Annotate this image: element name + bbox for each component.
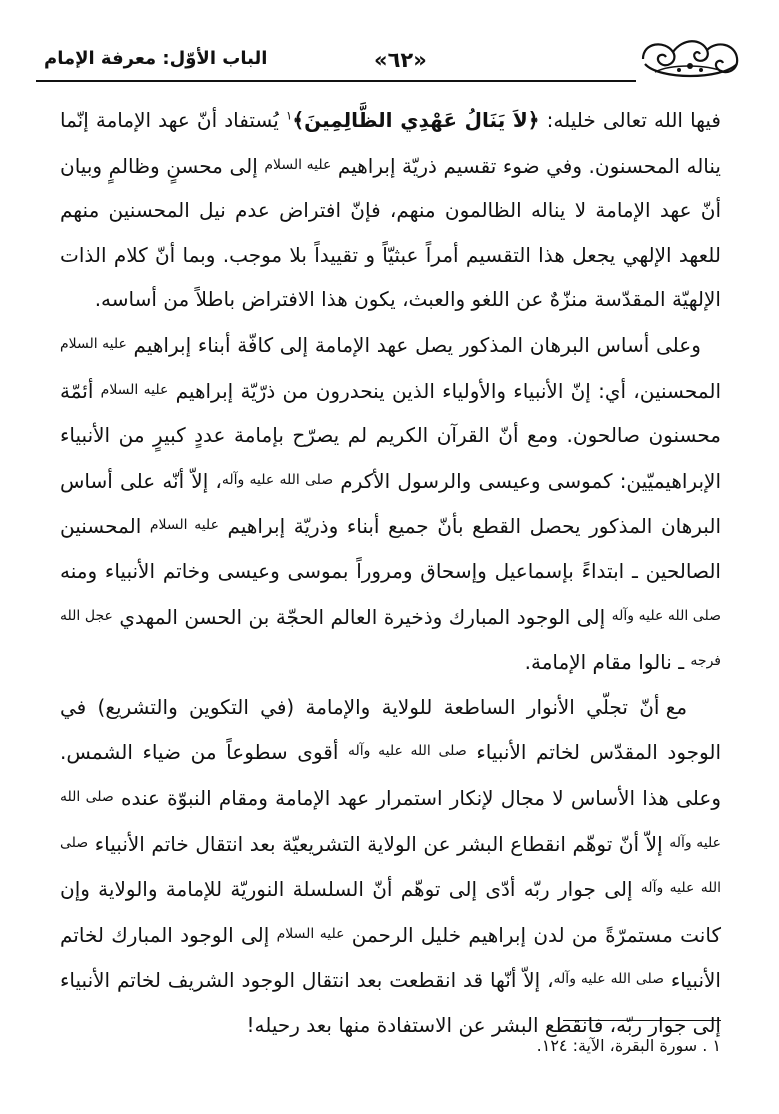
page-number: «٦٢» xyxy=(374,48,427,72)
header-rule xyxy=(36,80,636,82)
honorific-alayhi-salam: عليه السلام xyxy=(149,517,219,534)
honorific-saw: صلى الله عليه وآله xyxy=(553,971,665,988)
paragraph-3: مع أنّ تجلّي الأنوار الساطعة للولاية والإمامة (في التكوين والتشريع) في الوجود المقدّس لخاتم الأنبياء $^{صلى الله عليه وآله}$ أقوى سطوعاً من ضياء الشمس. وعلى هذا الأساس لا مجال لإنكار استمرار عهد الإمامة ومقام النبوّة عنده $^{صلى الله عليه وآله}$ إلاّ أنّ توهّم انقطاع البشر عن الولاية التشريعيّة بعد انتقال خاتم الأنبياء $^{صلى الله عليه وآله}$ إلى جوار ربّه أدّى إلى توهّم أنّ السلسلة النوريّة للإمامة والولاية وإن كانت مستمرّةً من لدن إبراهيم خليل الرحمن $^{عليه السلام}$ إلى الوجود المبارك لخاتم الأنبياء $^{صلى الله عليه وآله}$، إلاّ أنّها قد انقطعت بعد انتقال الوجود الشريف لخاتم الأنبياء إلى جوار ربّه، فانقطع البشر عن الاستفادة منها بعد رحيله! xyxy=(60,694,722,1037)
chapter-title: الباب الأوّل: معرفة الإمام xyxy=(44,48,268,69)
honorific-saw: صلى الله عليه وآله xyxy=(60,834,721,897)
quran-verse: ﴿لاَ يَنَالُ عَهْدِي الظَّالِمِينَ﴾ xyxy=(292,108,540,132)
honorific-saw: صلى الله عليه وآله xyxy=(60,788,722,851)
honorific-ajf: عجل الله فرجه xyxy=(60,607,721,670)
paragraph-1: فيها الله تعالى خليله: ﴿لاَ يَنَالُ عَهْدِي الظَّالِمِينَ﴾$^١$ يُستفاد أنّ عهد الإمامة إنّما يناله المحسنون. وفي ضوء تقسيم ذريّة إبراهيم $^{عليه السلام}$ إلى محسنٍ وظالمٍ وبيان أنّ عهد الإمامة لا يناله الظالمون منهم، فإنّ افتراض عدم نيل المحسنين منهم للعهد الإلهي يجعل هذا التقسيم أمراً عبثيّاً و تقييداً بلا موجب. وبما أنّ كلام الذات الإلهيّة المقدّسة منزّهٌ عن اللغو والعبث، يكون هذا الافتراض باطلاً من أساسه. xyxy=(60,108,721,312)
honorific-alayhi-salam: عليه السلام xyxy=(264,156,332,173)
paragraph-2: وعلى أساس البرهان المذكور يصل عهد الإمامة إلى كافّة أبناء إبراهيم $^{عليه السلام}$ المحسنين، أي: إنّ الأنبياء والأولياء الذين ينحدرون من ذرّيّة إبراهيم $^{عليه السلام}$ أئمّة محسنون صالحون. ومع أنّ القرآن الكريم لم يصرّح بإمامة عددٍ كبيرٍ من الأنبياء الإبراهيميّين: كموسى وعيسى والرسول الأكرم $^{صلى الله عليه وآله}$، إلاّ أنّه على أساس البرهان المذكور يحصل القطع بأنّ جميع أبناء وذريّة إبراهيم $^{عليه السلام}$ المحسنين الصالحين ـ ابتداءً بإسماعيل وإسحاق ومروراً بموسى وعيسى وخاتم الأنبياء ومنه $^{صلى الله عليه وآله}$ إلى الوجود المبارك وذخيرة العالم الحجّة بن الحسن المهدي $^{عجل الله فرجه}$ ـ نالوا مقام الإمامة. xyxy=(60,332,722,675)
footnote-divider xyxy=(563,1020,721,1021)
honorific-saw: صلى الله عليه وآله xyxy=(611,607,721,624)
honorific-alayhi-salam: عليه السلام xyxy=(276,925,345,942)
honorific-alayhi-salam: عليه السلام xyxy=(100,381,169,398)
page-header xyxy=(36,34,745,86)
footnote-ref: ١ xyxy=(285,108,293,123)
footnote: ١ . سورة البقرة، الآية: ١٢٤. xyxy=(536,1036,721,1055)
honorific-saw: صلى الله عليه وآله xyxy=(221,471,334,488)
honorific-saw: صلى الله عليه وآله xyxy=(348,743,467,760)
floral-ornament-icon xyxy=(635,34,745,84)
main-text xyxy=(60,98,721,1047)
honorific-alayhi-salam: عليه السلام xyxy=(60,335,127,352)
